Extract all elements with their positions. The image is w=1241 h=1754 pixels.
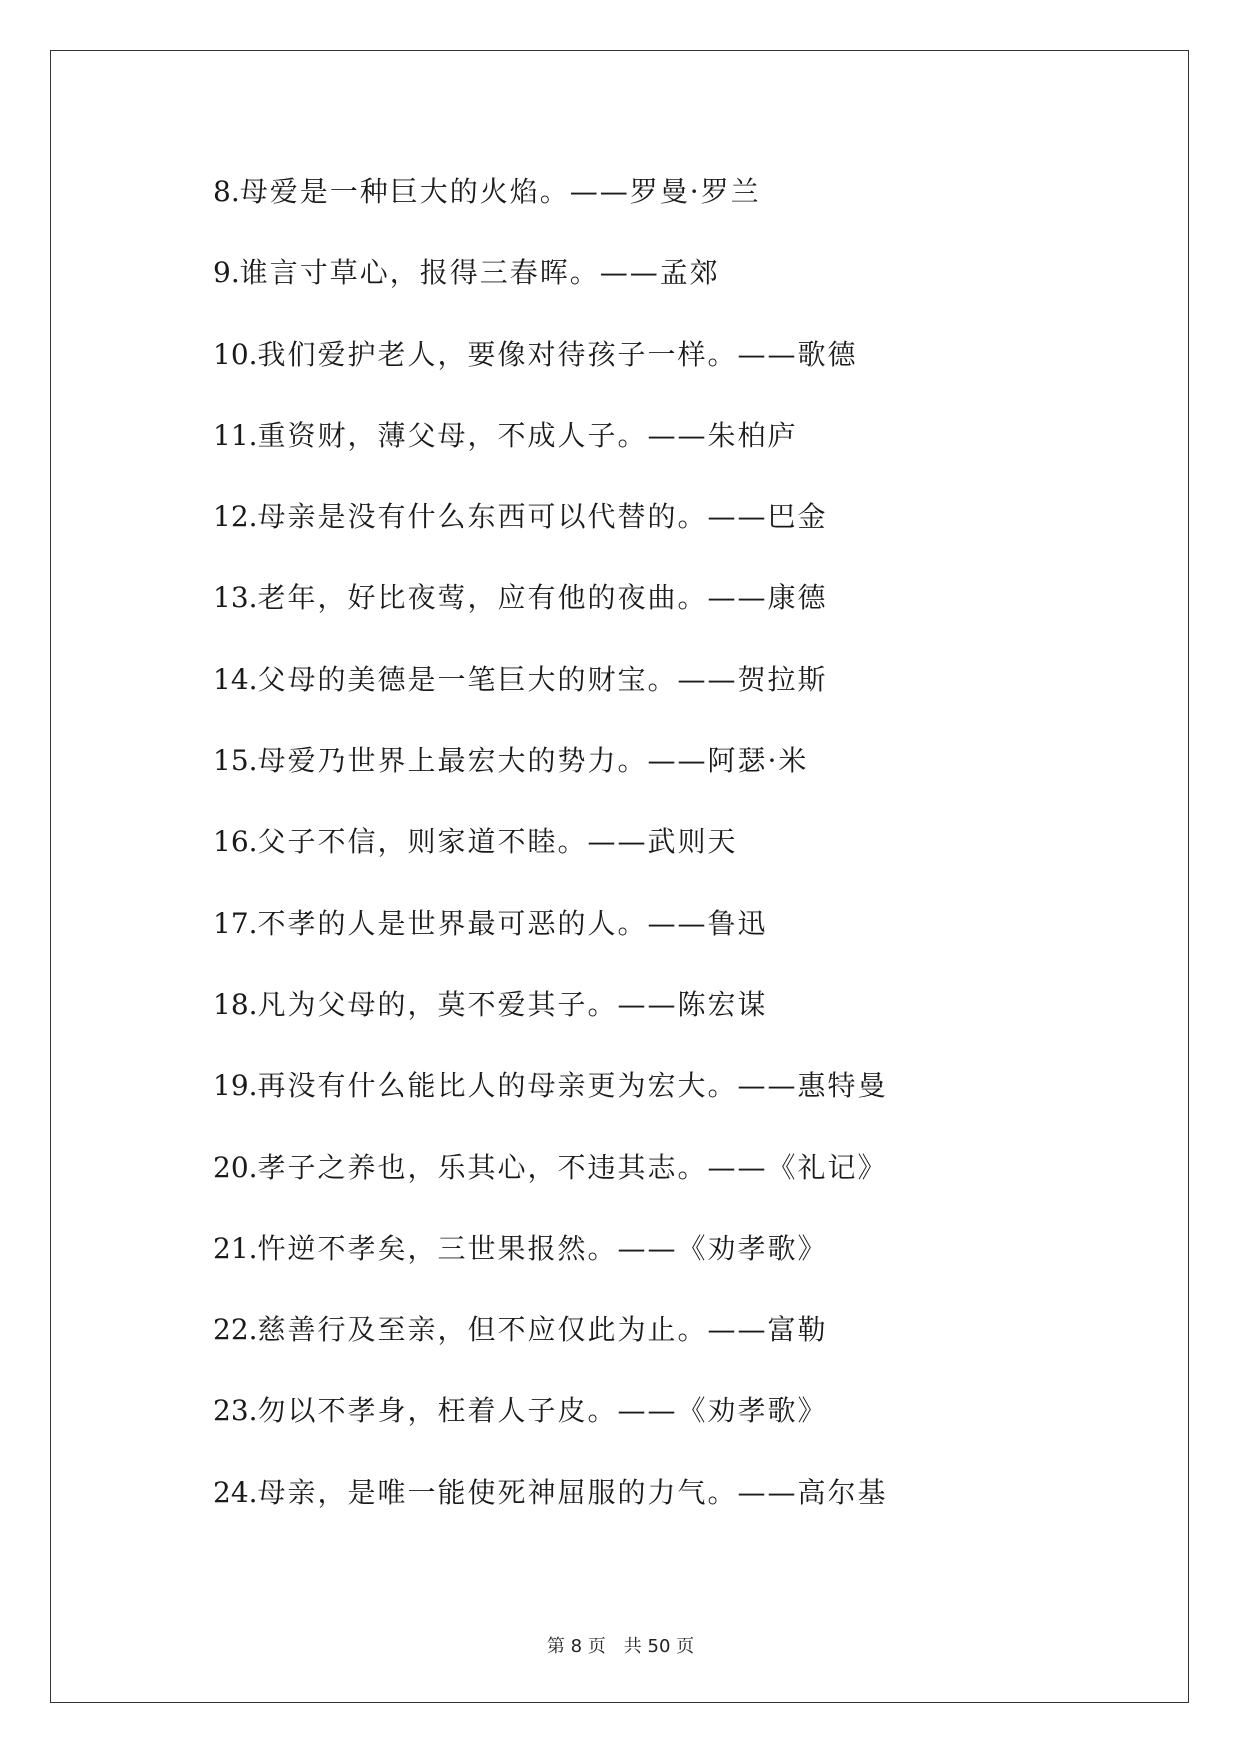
quote-number: 14. [213, 662, 258, 696]
quote-number: 23. [213, 1394, 258, 1428]
quote-number: 18. [213, 987, 258, 1021]
quote-text: 孝子之养也，乐其心，不违其志。——《礼记》 [257, 1150, 888, 1184]
quote-text: 母亲，是唯一能使死神屈服的力气。——高尔基 [257, 1475, 888, 1509]
quote-number: 16. [213, 825, 258, 859]
quote-text: 父母的美德是一笔巨大的财宝。——贺拉斯 [257, 662, 828, 696]
quote-item [213, 1387, 888, 1468]
quote-number: 9. [213, 256, 240, 290]
quote-item [213, 1225, 888, 1306]
quote-number: 8. [213, 175, 240, 208]
quote-number: 22. [213, 1313, 258, 1347]
quote-text: 再没有什么能比人的母亲更为宏大。——惠特曼 [257, 1069, 888, 1103]
quote-item [213, 1306, 888, 1387]
quote-number: 17. [213, 906, 258, 940]
quote-list [213, 168, 888, 1550]
current-page-label: 第 8 页 [546, 1636, 606, 1657]
quote-text: 勿以不孝身，枉着人子皮。——《劝孝歌》 [257, 1394, 828, 1428]
quote-text: 凡为父母的，莫不爱其子。——陈宏谋 [257, 987, 768, 1021]
quote-text: 不孝的人是世界最可恶的人。——鲁迅 [257, 906, 768, 940]
quote-item [213, 818, 888, 899]
quote-number: 21. [213, 1231, 258, 1265]
quote-text: 我们爱护老人，要像对待孩子一样。——歌德 [257, 337, 858, 371]
quote-text: 慈善行及至亲，但不应仅此为止。——富勒 [257, 1313, 828, 1347]
quote-item [213, 412, 888, 493]
quote-number: 24. [213, 1475, 258, 1509]
quote-number: 10. [213, 337, 258, 371]
quote-item [213, 168, 888, 249]
quote-text: 母亲是没有什么东西可以代替的。——巴金 [257, 500, 828, 534]
quote-item [213, 574, 888, 655]
quote-text: 母爱是一种巨大的火焰。——罗曼·罗兰 [239, 175, 761, 208]
quote-number: 20. [213, 1150, 258, 1184]
page-footer [0, 1632, 1241, 1658]
quote-number: 11. [213, 418, 258, 452]
quote-number: 12. [213, 500, 258, 534]
quote-number: 15. [213, 744, 258, 778]
quote-item [213, 1469, 888, 1550]
quote-item [213, 249, 888, 330]
quote-text: 忤逆不孝矣，三世果报然。——《劝孝歌》 [257, 1231, 828, 1265]
quote-item [213, 900, 888, 981]
quote-item [213, 1062, 888, 1143]
quote-number: 19. [213, 1069, 258, 1103]
quote-text: 老年，好比夜莺，应有他的夜曲。——康德 [257, 581, 828, 615]
quote-item [213, 1144, 888, 1225]
quote-text: 母爱乃世界上最宏大的势力。——阿瑟·米 [257, 744, 809, 778]
quote-number: 13. [213, 581, 258, 615]
quote-item [213, 737, 888, 818]
quote-item [213, 331, 888, 412]
quote-text: 重资财，薄父母，不成人子。——朱柏庐 [257, 418, 798, 452]
quote-text: 谁言寸草心，报得三春晖。——孟郊 [239, 256, 720, 290]
quote-item [213, 656, 888, 737]
quote-item [213, 493, 888, 574]
quote-text: 父子不信，则家道不睦。——武则天 [257, 825, 738, 859]
quote-item [213, 981, 888, 1062]
total-pages-label: 共 50 页 [623, 1636, 695, 1657]
